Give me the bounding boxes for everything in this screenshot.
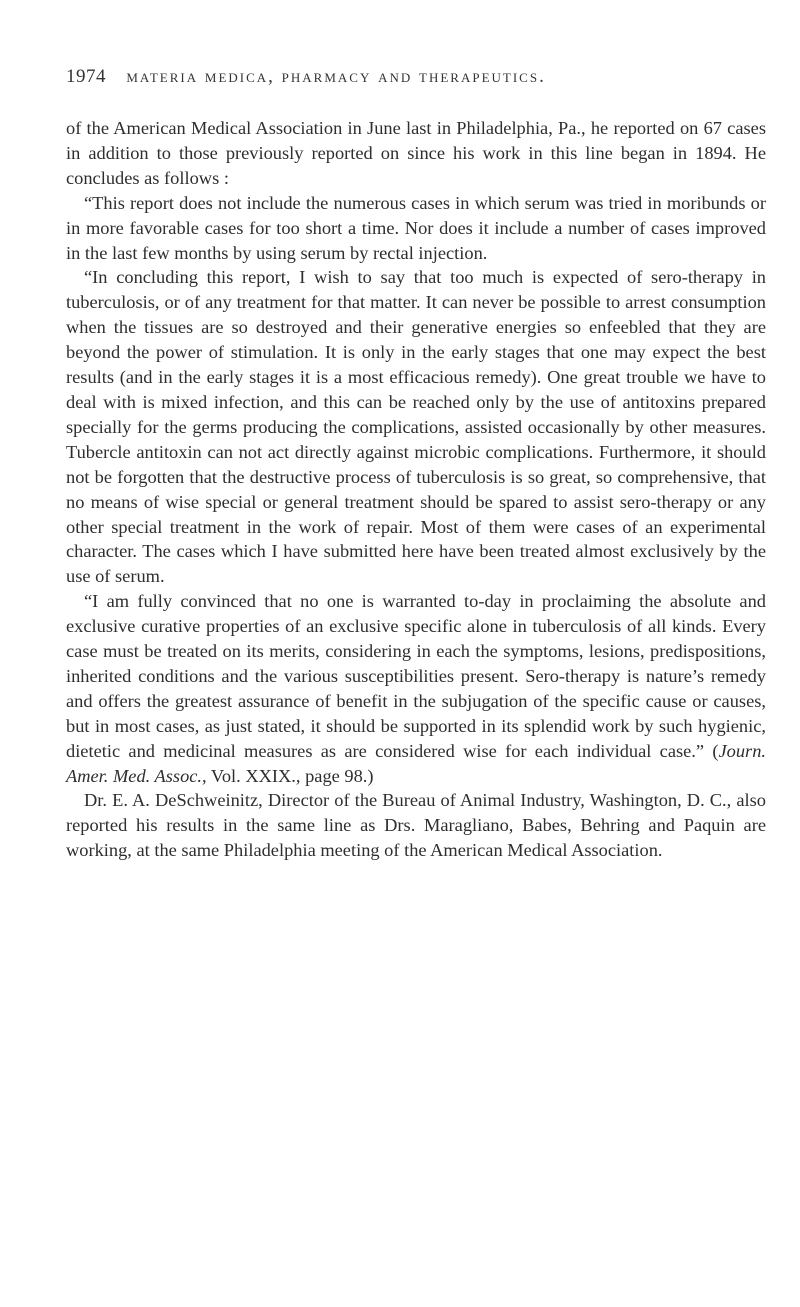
citation-rest: , Vol. XXIX., page 98.) [202,765,374,786]
running-header [66,66,766,88]
paragraph-quote-concluding: “In concluding this report, I wish to say that too much is expected of sero-therapy in tuberculosis, or of any treatment for that matter. It can never be possible to arrest consumption when the tissues are so destroyed and their generative energies so enfeebled that they are beyond the power of stimulation. It is only in the early stages that one may expect the best results (and in the early stages it is a most efficacious remedy). One great trouble we have to deal with is mixed infection, and this can be reached only by the use of antitoxins prepared specially for the germs producing the complications, assisted occasionally by other measures. Tubercle antitoxin can not act directly against microbic complications. Furthermore, it should not be forgotten that the destructive process of tuberculosis is so great, so comprehensive, that no means of wise special or general treatment should be spared to assist sero-therapy or any other special treatment in the work of repair. Most of them were cases of an experimental character. The cases which I have submitted here have been treated almost exclusively by the use of serum. [66,267,766,587]
paragraph-quote-report: “This report does not include the numerous cases in which serum was tried in moribunds or in more favorable cases for too short a time. Nor does it include a number of cases improved in the last few months by using serum by rectal injection. [66,192,766,263]
citation-journal: Journ. Amer. Med. Assoc. [66,740,766,786]
paragraph-deschweinitz: Dr. E. A. DeSchweinitz, Director of the Bureau of Animal Industry, Washington, D. C., also reported his results in the same line as Drs. Maragliano, Babes, Behring and Paquin are working, at the same Philadelphia meeting of the American Medical Association. [66,790,766,861]
paragraph-quote-convinced [66,589,766,788]
quote-text: “I am fully convinced that no one is warranted to-day in proclaiming the absolute and exclusive curative properties of an exclusive specific alone in tuberculosis of all kinds. Every case must be treated on its merits, considering in each the symptoms, lesions, predispositions, inherited conditions and the various susceptibilities present. Sero-therapy is nature’s remedy and offers the greatest assurance of benefit in the subjugation of the specific cause or causes, but in most cases, as just stated, it should be supported in its splendid work by such hygienic, dietetic and medicinal measures as are considered wise for each individual case.” ( [66,591,766,761]
page-number: 1974 [66,66,106,87]
paragraph-continuation: of the American Medical Association in June last in Philadelphia, Pa., he reported on 67 cases in addition to those previously reported on since his work in this line began in 1894. He concludes as follows : [66,118,766,188]
body-text [66,116,766,863]
running-title: materia medica, pharmacy and therapeutics. [126,66,546,87]
